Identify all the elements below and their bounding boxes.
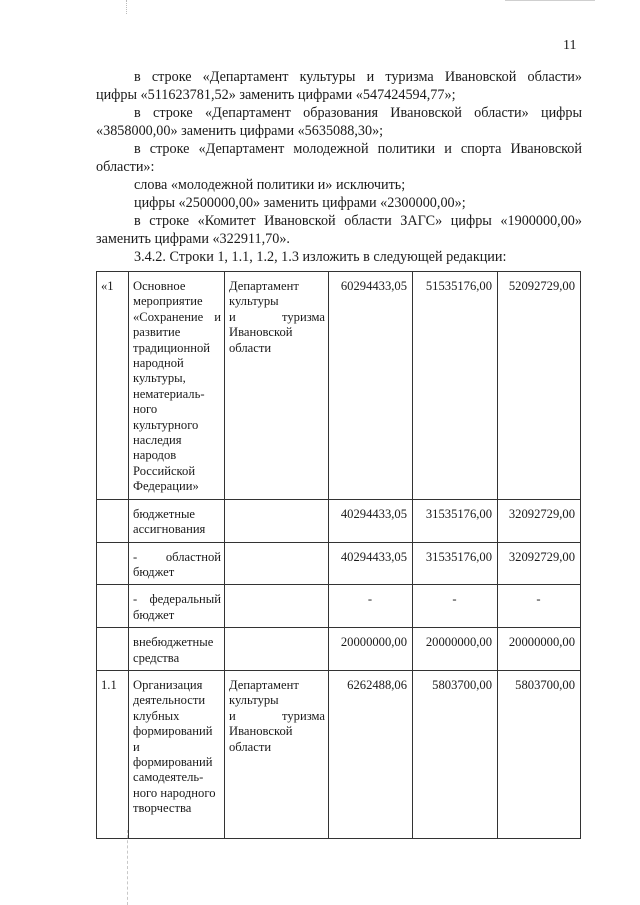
value-cell: 51535176,00 (413, 272, 498, 500)
cell-line: культуры (229, 693, 279, 708)
budget-table (96, 271, 581, 839)
value-cell: 40294433,05 (329, 499, 413, 542)
cell-line: формирований (133, 754, 213, 769)
cell-line: народной (133, 356, 184, 371)
cell-line: творчества (133, 801, 192, 816)
row-number-cell: «1 (97, 272, 129, 500)
cell-line: и туризма (229, 708, 325, 723)
cell-line: ного народного (133, 785, 216, 800)
scan-fold-line (127, 830, 128, 905)
cell-line: и (133, 739, 140, 754)
value-cell: - (498, 585, 581, 628)
cell-line: ассигнования (133, 522, 206, 537)
cell-line: народов (133, 448, 177, 463)
cell-line: бюджет (133, 607, 175, 622)
paragraph-education (96, 104, 582, 122)
value-cell: 32092729,00 (498, 499, 581, 542)
value-cell: 20000000,00 (413, 628, 498, 671)
paragraph-youth-cont (96, 158, 582, 176)
value-cell: 5803700,00 (413, 670, 498, 838)
row-number-cell (97, 585, 129, 628)
cell-line: Ивановской (229, 724, 293, 739)
row-department-cell (225, 542, 329, 585)
row-department-cell (225, 499, 329, 542)
cell-line: бюджет (133, 564, 175, 579)
table-row (97, 628, 581, 671)
cell-line: деятельности (133, 693, 206, 708)
cell-line: бюджетные (133, 506, 196, 521)
row-number-cell (97, 499, 129, 542)
paragraph-youth (96, 140, 582, 158)
row-number-cell (97, 542, 129, 585)
cell-line: области (229, 340, 272, 355)
table-row (97, 272, 581, 500)
paragraph-culture-cont (96, 86, 582, 104)
paragraph-words (96, 176, 582, 194)
row-number-cell: 1.1 (97, 670, 129, 838)
table-row (97, 499, 581, 542)
table-row (97, 585, 581, 628)
cell-line: развитие (133, 325, 181, 340)
cell-line: культурного (133, 417, 199, 432)
paragraph-line: заменить цифрами «322911,70». (96, 231, 290, 247)
value-cell: 60294433,05 (329, 272, 413, 500)
page-number: 11 (563, 38, 577, 53)
cell-line: - федеральный (133, 592, 221, 607)
paragraph-line: цифры «511623781,52» заменить цифрами «547424594,77»; (96, 87, 456, 103)
value-cell: 40294433,05 (329, 542, 413, 585)
value-cell: - (413, 585, 498, 628)
cell-line: Основное (133, 279, 186, 293)
cell-line: мероприятие (133, 294, 203, 309)
cell-line: клубных (133, 708, 180, 723)
cell-line: Ивановской (229, 325, 293, 340)
paragraph-line: в строке «Комитет Ивановской области ЗАГС» цифры «1900000,00» (134, 213, 582, 229)
cell-line: культуры (229, 294, 279, 309)
cell-line: Федерации» (133, 479, 199, 494)
value-cell: 52092729,00 (498, 272, 581, 500)
paragraph-line: 3.4.2. Строки 1, 1.1, 1.2, 1.3 изложить в следующей редакции: (134, 249, 507, 265)
cell-line: ного (133, 402, 158, 417)
scan-edge-mark (505, 0, 595, 4)
cell-line: традиционной (133, 340, 210, 355)
value-cell: 20000000,00 (329, 628, 413, 671)
value-cell: 6262488,06 (329, 670, 413, 838)
paragraph-line: в строке «Департамент культуры и туризма Ивановской области» (134, 69, 582, 85)
cell-line: формирований (133, 724, 213, 739)
cell-line: «Сохранение и (133, 309, 221, 324)
cell-line: Российской (133, 463, 196, 478)
paragraph-zags (96, 212, 582, 230)
cell-line: внебюджетные (133, 635, 214, 650)
paragraph-culture (96, 68, 582, 86)
cell-line: наследия (133, 433, 182, 448)
table-row (97, 542, 581, 585)
row-name-cell (129, 542, 225, 585)
cell-line: культуры, (133, 371, 186, 386)
cell-line: Департамент (229, 279, 299, 293)
scan-mark (126, 0, 129, 14)
cell-line: Департамент (229, 677, 299, 692)
paragraph-section (96, 248, 582, 266)
value-cell: 20000000,00 (498, 628, 581, 671)
row-number-cell (97, 628, 129, 671)
row-department-cell (225, 670, 329, 838)
paragraph-line: в строке «Департамент образования Ивановской области» цифры (134, 105, 582, 121)
row-name-cell (129, 628, 225, 671)
cell-line: самодеятель- (133, 770, 204, 785)
row-name-cell (129, 499, 225, 542)
cell-line: нематериаль- (133, 386, 205, 401)
paragraph-line: слова «молодежной политики и» исключить; (134, 177, 406, 193)
paragraph-figures (96, 194, 582, 212)
row-department-cell (225, 272, 329, 500)
cell-line: и туризма (229, 309, 325, 324)
value-cell: 31535176,00 (413, 542, 498, 585)
paragraph-line: области»: (96, 159, 155, 175)
row-department-cell (225, 628, 329, 671)
row-name-cell (129, 585, 225, 628)
value-cell: 31535176,00 (413, 499, 498, 542)
cell-line: области (229, 739, 272, 754)
paragraph-line: «3858000,00» заменить цифрами «5635088,30»; (96, 123, 384, 139)
cell-line: средства (133, 650, 180, 665)
row-department-cell (225, 585, 329, 628)
value-cell: - (329, 585, 413, 628)
paragraph-line: в строке «Департамент молодежной политики и спорта Ивановской (134, 141, 582, 157)
paragraph-zags-cont (96, 230, 582, 248)
value-cell: 5803700,00 (498, 670, 581, 838)
paragraph-education-cont (96, 122, 582, 140)
cell-line: Организация (133, 677, 203, 692)
row-name-cell (129, 670, 225, 838)
paragraph-line: цифры «2500000,00» заменить цифрами «2300000,00»; (134, 195, 466, 211)
row-name-cell (129, 272, 225, 500)
cell-line: - областной (133, 549, 221, 564)
table-row (97, 670, 581, 838)
value-cell: 32092729,00 (498, 542, 581, 585)
